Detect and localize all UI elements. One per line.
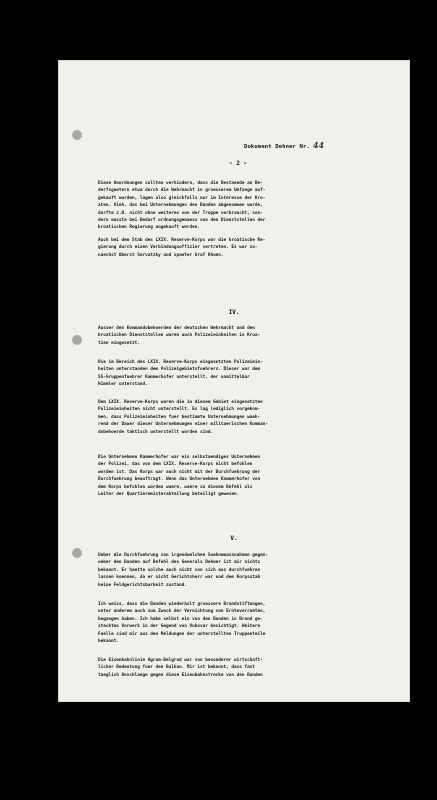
paragraph: Diese Anordnungen sollten verhindern, dass die Bestaende an Be- derfsguetern etwa durch die Wehrmacht in groesserem Umfange auf- gekauft wurden, lagen also gleichfalls nur im Interesse der Kro- aten. Vieh, das bei Unternehmungen den Banden abgenommen wurde, durfte z.B. nicht ohne weiteres von der Truppe verbraucht, son- dern musste bei Bedarf ordnungsgemaess von den Dienststellen der kroatischen Regierung angekauft werden. (98, 181, 266, 231)
paragraph: Ich weiss, dass die Banden wiederholt groessere Brandstiftungen, unter anderem auch zum Zweck der Vernichtung von Ernteverraeten, begangen haben. Ich habe selbst ein von den Banden in Brand ge- stecktes Vorwerk in der Gegend von Vukovar besichtigt. Weitere Faelle sind mir aus den Meldungen der unterstellten Truppenteile bekannt. (98, 602, 266, 645)
document-header (244, 140, 394, 150)
paragraph: Ausser den Kommandobehoerden der deutschen Wehrmacht und den kroatischen Dienststellen waren auch Polizeieinheiten in Kroa- tien eingesetzt. (98, 326, 261, 346)
paragraph: Die im Bereich des LXIX. Reserve-Korps eingesetzten Polizeiein- heiten unterstanden dem Polizeigebietsfuehrers. Dieser war dem SS-Gruppenfuehrer Kammerhofer unterstellt, der unmittelbar Himmler unterstand. (98, 360, 263, 388)
document-number: 44 (312, 140, 325, 150)
page-number: - 2 - (228, 160, 248, 167)
document-label: Dokument Dehner Nr. (244, 144, 310, 150)
document-page (58, 60, 410, 702)
punch-hole (72, 335, 82, 345)
section-heading: IV. (228, 309, 240, 316)
punch-hole (72, 130, 82, 140)
punch-hole (72, 548, 82, 558)
paragraph: Dem LXIX. Reserve-Korps waren die in diesem Gebiet eingesetzten Polizeieinheiten nicht unterstellt. Es lag lediglich vorgekom- men, dass Polizeieinheiten fuer bestimmte Unternehmungen waeh- rend der Dauer dieser Unternehmungen einer militaerischen Komman- dobehoerde taktisch unterstellt worden sind. (98, 400, 268, 435)
section-heading: V. (230, 535, 238, 542)
paragraph: Auch bei dem Stab des LXIX. Reserve-Korps war die kroatische Re- gierung durch einen Verbindungsoffizier vertreten. Es war zu- naechst Oberst Servatzky und spaeter Graf Khuen. (98, 238, 266, 258)
paragraph: Die Eisenbahnlinie Agram-Belgrad war von besonderer wirtschaft- licher Bedeutung fuer den Balkan. Mir ist bekannt, dass fast taeglich Anschlaege gegen diese Eisenbahnstrecke von den Banden (98, 658, 263, 678)
paragraph: Ueber die Durchfuehrung von irgendwelchen Suehnemassnahmen gegen- ueber den Banden auf Befehl des Generals Dehner ist mir nichts bekannt. Er haette solche auch nicht von sich aus durchfuehren lassen koennen, da er nicht Gerichtsherr war und dem Korpsstab keine Feldgerichtsbarkeit zustand. (98, 553, 268, 588)
paragraph: Die Unternehmen Kammerhofer war ein selbstaendiges Unternehmen der Polizei, das von dem LXIX. Reserve-Korps nicht befohlen worden ist. Das Korps war auch nicht mit der Durchfuehrung der Durchfuehrung beauftragt. Wenn das Unternehmen Kammerhofer von dem Korps befohlen worden waere, waere zu diesem Befehl als Leiter der Quartiermeisterabteilung beteiligt gewesen. (98, 455, 261, 498)
